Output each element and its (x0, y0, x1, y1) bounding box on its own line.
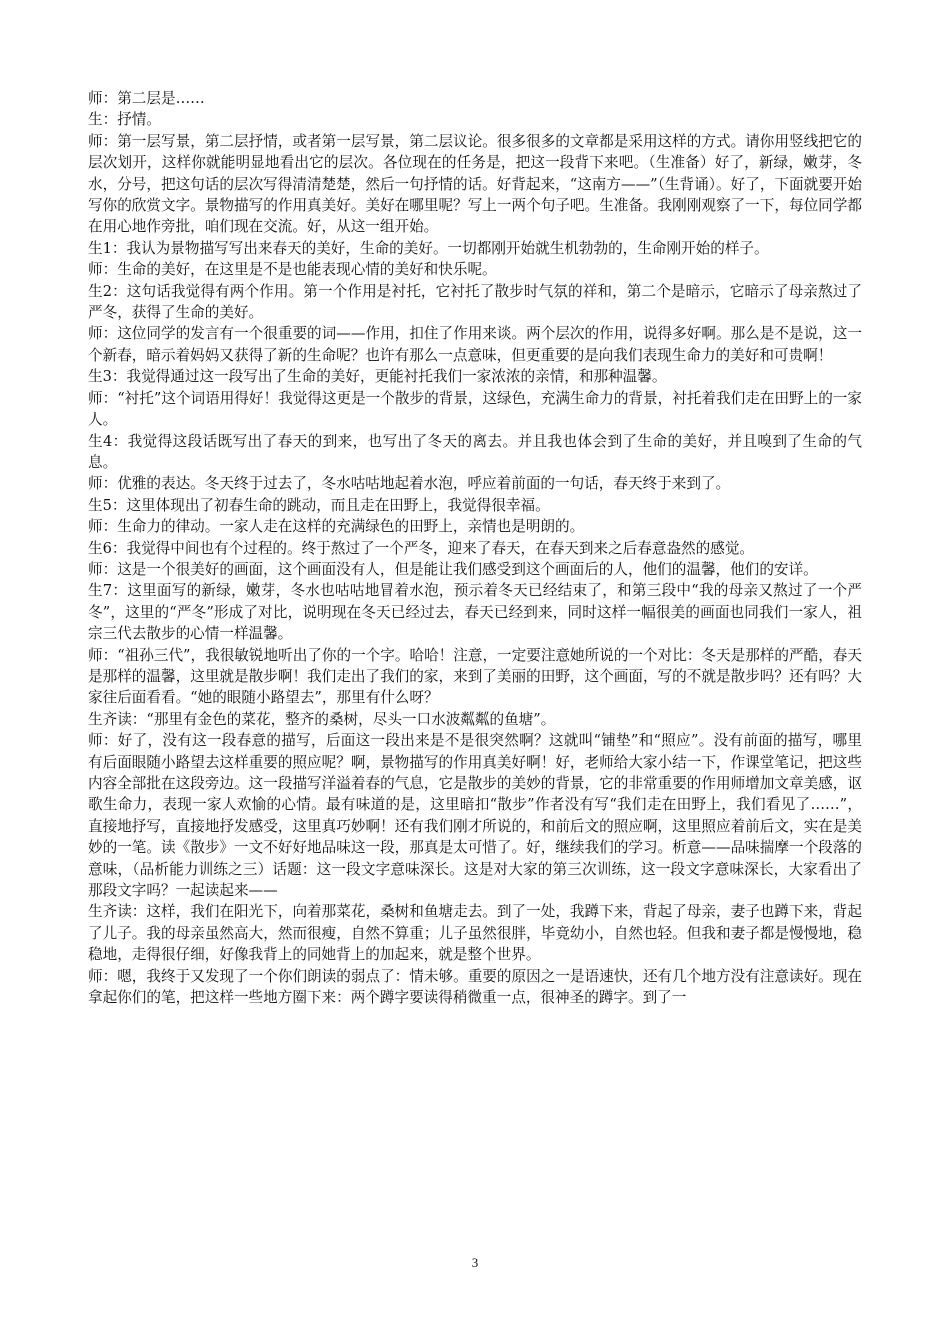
paragraph: 师：生命的美好，在这里是不是也能表现心情的美好和快乐呢。 (88, 261, 497, 279)
paragraph: 师：优雅的表达。冬天终于过去了，冬水咕咕地起着水泡，呼应着前面的一句话，春天终于来到了。 (88, 475, 731, 493)
paragraph: 生3：我觉得通过这一段写出了生命的美好，更能衬托我们一家浓浓的亲情，和那种温馨。 (88, 368, 667, 386)
paragraph: 生：抒情。 (88, 111, 161, 129)
paragraph: 师：第二层是…… (88, 90, 205, 107)
lesson-transcript (88, 88, 862, 1008)
paragraph: 师：好了，没有这一段春意的描写，后面这一段出来是不是很突然啊？这就叫“铺垫”和“照应”。没有前面的描写，哪里有后面眼随小路望去这样重要的照应呢？啊，景物描写的作用真美好啊！好，老师给大家小结一下，作课堂笔记，把这些内容全部批在这段旁边。这一段描写洋溢着春的气息，它是散步的美妙的背景，它的非常重要的作用师增加文章美感，讴歌生命力，表现一家人欢愉的心情。最有味道的是，这里暗扣“散步”作者没有写“我们走在田野上，我们看见了……”，直接地抒写，直接地抒发感受，这里真巧妙啊！还有我们刚才所说的，和前后文的照应啊，这里照应着前后文，实在是美妙的一笔。读《散步》一文不好好地品味这一段，那真是太可惜了。好，继续我们的学习。析意——品味揣摩一个段落的意味，（品析能力训练之三）话题：这一段文字意味深长。这是对大家的第三次训练，这一段文字意味深长，大家看出了那段文字吗？一起读起来—— (88, 732, 862, 900)
paragraph: 师：这是一个很美好的画面，这个画面没有人，但是能让我们感受到这个画面后的人，他们的温馨，他们的安详。 (88, 560, 818, 578)
paragraph: 生齐读：这样，我们在阳光下，向着那菜花，桑树和鱼塘走去。到了一处，我蹲下来，背起了母亲，妻子也蹲下来，背起了儿子。我的母亲虽然高大，然而很瘦，自然不算重；儿子虽然很胖，毕竟幼小，自然也轻。但我和妻子都是慢慢地，稳稳地，走得很仔细，好像我背上的同她背上的加起来，就是整个世界。 (88, 903, 862, 964)
paragraph: 师：这位同学的发言有一个很重要的词——作用，扣住了作用来谈。两个层次的作用，说得多好啊。那么是不是说，这一个新春，暗示着妈妈又获得了新的生命呢？也许有那么一点意味，但更重要的是向我们表现生命力的美好和可贵啊！ (88, 325, 862, 364)
paragraph: 生4：我觉得这段话既写出了春天的到来，也写出了冬天的离去。并且我也体会到了生命的美好，并且嗅到了生命的气息。 (88, 432, 862, 471)
page-number: 3 (471, 1255, 479, 1270)
paragraph: 生2：这句话我觉得有两个作用。第一个作用是衬托，它衬托了散步时气氛的祥和，第二个是暗示，它暗示了母亲熬过了严冬，获得了生命的美好。 (88, 282, 862, 322)
paragraph: 师：“衬托”这个词语用得好！我觉得这更是一个散步的背景，这绿色，充满生命力的背景，衬托着我们走在田野上的一家人。 (88, 389, 862, 429)
paragraph: 师：嗯，我终于又发现了一个你们朗读的弱点了：情未够。重要的原因之一是语速快，还有几个地方没有注意读好。现在拿起你们的笔，把这样一些地方圈下来：两个蹲字要读得稍微重一点，很神圣的蹲字。到了一 (88, 967, 862, 1007)
paragraph: 生7：这里面写的新绿，嫩芽，冬水也咕咕地冒着水泡，预示着冬天已经结束了，和第三段中“我的母亲又熬过了一个严冬”，这里的“严冬”形成了对比，说明现在冬天已经过去，春天已经到来，同时这样一幅很美的画面也同我们一家人，祖宗三代去散步的心情一样温馨。 (88, 582, 862, 643)
paragraph: 师：生命力的律动。一家人走在这样的充满绿色的田野上，亲情也是明朗的。 (88, 518, 585, 536)
paragraph: 生5：这里体现出了初春生命的跳动，而且走在田野上，我觉得很幸福。 (88, 496, 550, 514)
paragraph: 生齐读：“那里有金色的菜花，整齐的桑树，尽头一口水波粼粼的鱼塘”。 (88, 710, 556, 728)
paragraph: 生1：我认为景物描写写出来春天的美好，生命的美好。一切都刚开始就生机勃勃的，生命刚开始的样子。 (88, 239, 769, 257)
paragraph: 师：“祖孙三代”，我很敏锐地听出了你的一个字。哈哈！注意，一定要注意她所说的一个对比：冬天是那样的严酷，春天是那样的温馨，这里就是散步啊！我们走出了我们的家，来到了美丽的田野，这个画面，写的不就是散步吗？还有吗？大家往后面看看。“她的眼随小路望去”，那里有什么呀？ (88, 646, 862, 707)
paragraph: 师：第一层写景，第二层抒情，或者第一层写景，第二层议论。很多很多的文章都是采用这样的方式。请你用竖线把它的层次划开，这样你就能明显地看出它的层次。各位现在的任务是，把这一段背下来吧。（生准备）好了，新绿，嫩芽，冬水，分号，把这句话的层次写得清清楚楚，然后一句抒情的话。好背起来，“这南方——”（生背诵）。好了，下面就要开始写你的欣赏文字。景物描写的作用真美好。美好在哪里呢？写上一两个句子吧。生准备。我刚刚观察了一下，每位同学都在用心地作旁批，咱们现在交流。好，从这一组开始。 (88, 132, 862, 236)
paragraph: 生6：我觉得中间也有个过程的。终于熬过了一个严冬，迎来了春天，在春天到来之后春意盎然的感觉。 (88, 539, 755, 557)
